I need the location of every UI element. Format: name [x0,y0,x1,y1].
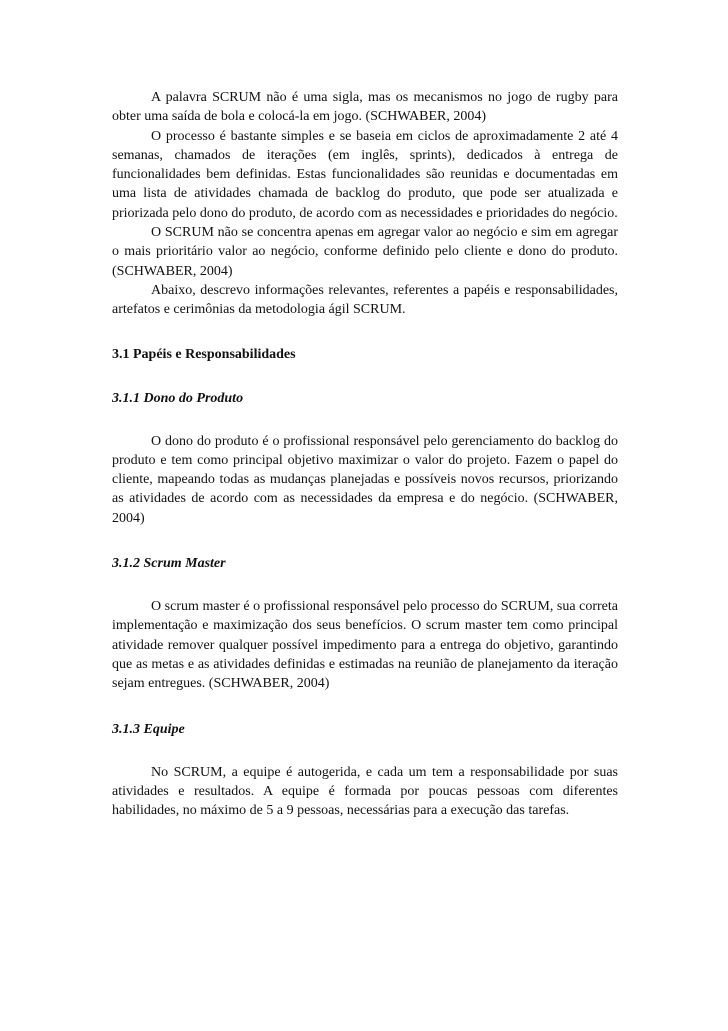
document-page [112,88,618,820]
section-3-1-1-body: O dono do produto é o profissional responsável pelo gerenciamento do backlog do produto e tem como principal objetivo maximizar o valor do projeto. Fazem o papel do cliente, mapeando todas as mudanças planejadas e possíveis novos recursos, priorizando as atividades de acordo com as necessidades da empresa e do negócio. (SCHWABER, 2004) [112,433,618,526]
section-heading-3-1-1: 3.1.1 Dono do Produto [112,390,244,406]
section-3-1-3-body: No SCRUM, a equipe é autogerida, e cada um tem a responsabilidade por suas atividades e resultados. A equipe é formada por poucas pessoas com diferentes habilidades, no máximo de 5 a 9 pessoas, necessárias para a execução das tarefas. [112,764,618,819]
section-heading-3-1-2: 3.1.2 Scrum Master [112,556,226,572]
intro-paragraph-2: O processo é bastante simples e se baseia em ciclos de aproximadamente 2 até 4 semanas, chamados de iterações (em inglês, sprints), dedicados à entrega de funcionalidades bem definidas. Estas funcionalidades são reunidas e documentadas em uma lista de atividades chamada de backlog do produto, que pode ser atualizada e priorizada pelo dono do produto, de acordo com as necessidades e prioridades do negócio. [112,128,618,221]
intro-paragraph-3: O SCRUM não se concentra apenas em agregar valor ao negócio e sim em agregar o mais prioritário valor ao negócio, conforme definido pelo cliente e dono do produto. (SCHWABER, 2004) [112,225,618,279]
section-heading-3-1: 3.1 Papéis e Responsabilidades [112,346,296,362]
intro-paragraph-4: Abaixo, descrevo informações relevantes, referentes a papéis e responsabilidades, artefatos e cerimônias da metodologia ágil SCRUM. [112,282,618,318]
section-3-1-2-body: O scrum master é o profissional responsável pelo processo do SCRUM, sua correta implementação e maximização dos seus benefícios. O scrum master tem como principal atividade remover qualquer possível impedimento para a entrega do objetivo, garantindo que as metas e as atividades definidas e estimadas na reunião de planejamento da iteração sejam entregues. (SCHWABER, 2004) [112,599,618,692]
section-heading-3-1-3: 3.1.3 Equipe [112,721,185,737]
intro-paragraph-1: A palavra SCRUM não é uma sigla, mas os mecanismos no jogo de rugby para obter uma saída de bola e colocá-la em jogo. (SCHWABER, 2004) [112,90,618,125]
